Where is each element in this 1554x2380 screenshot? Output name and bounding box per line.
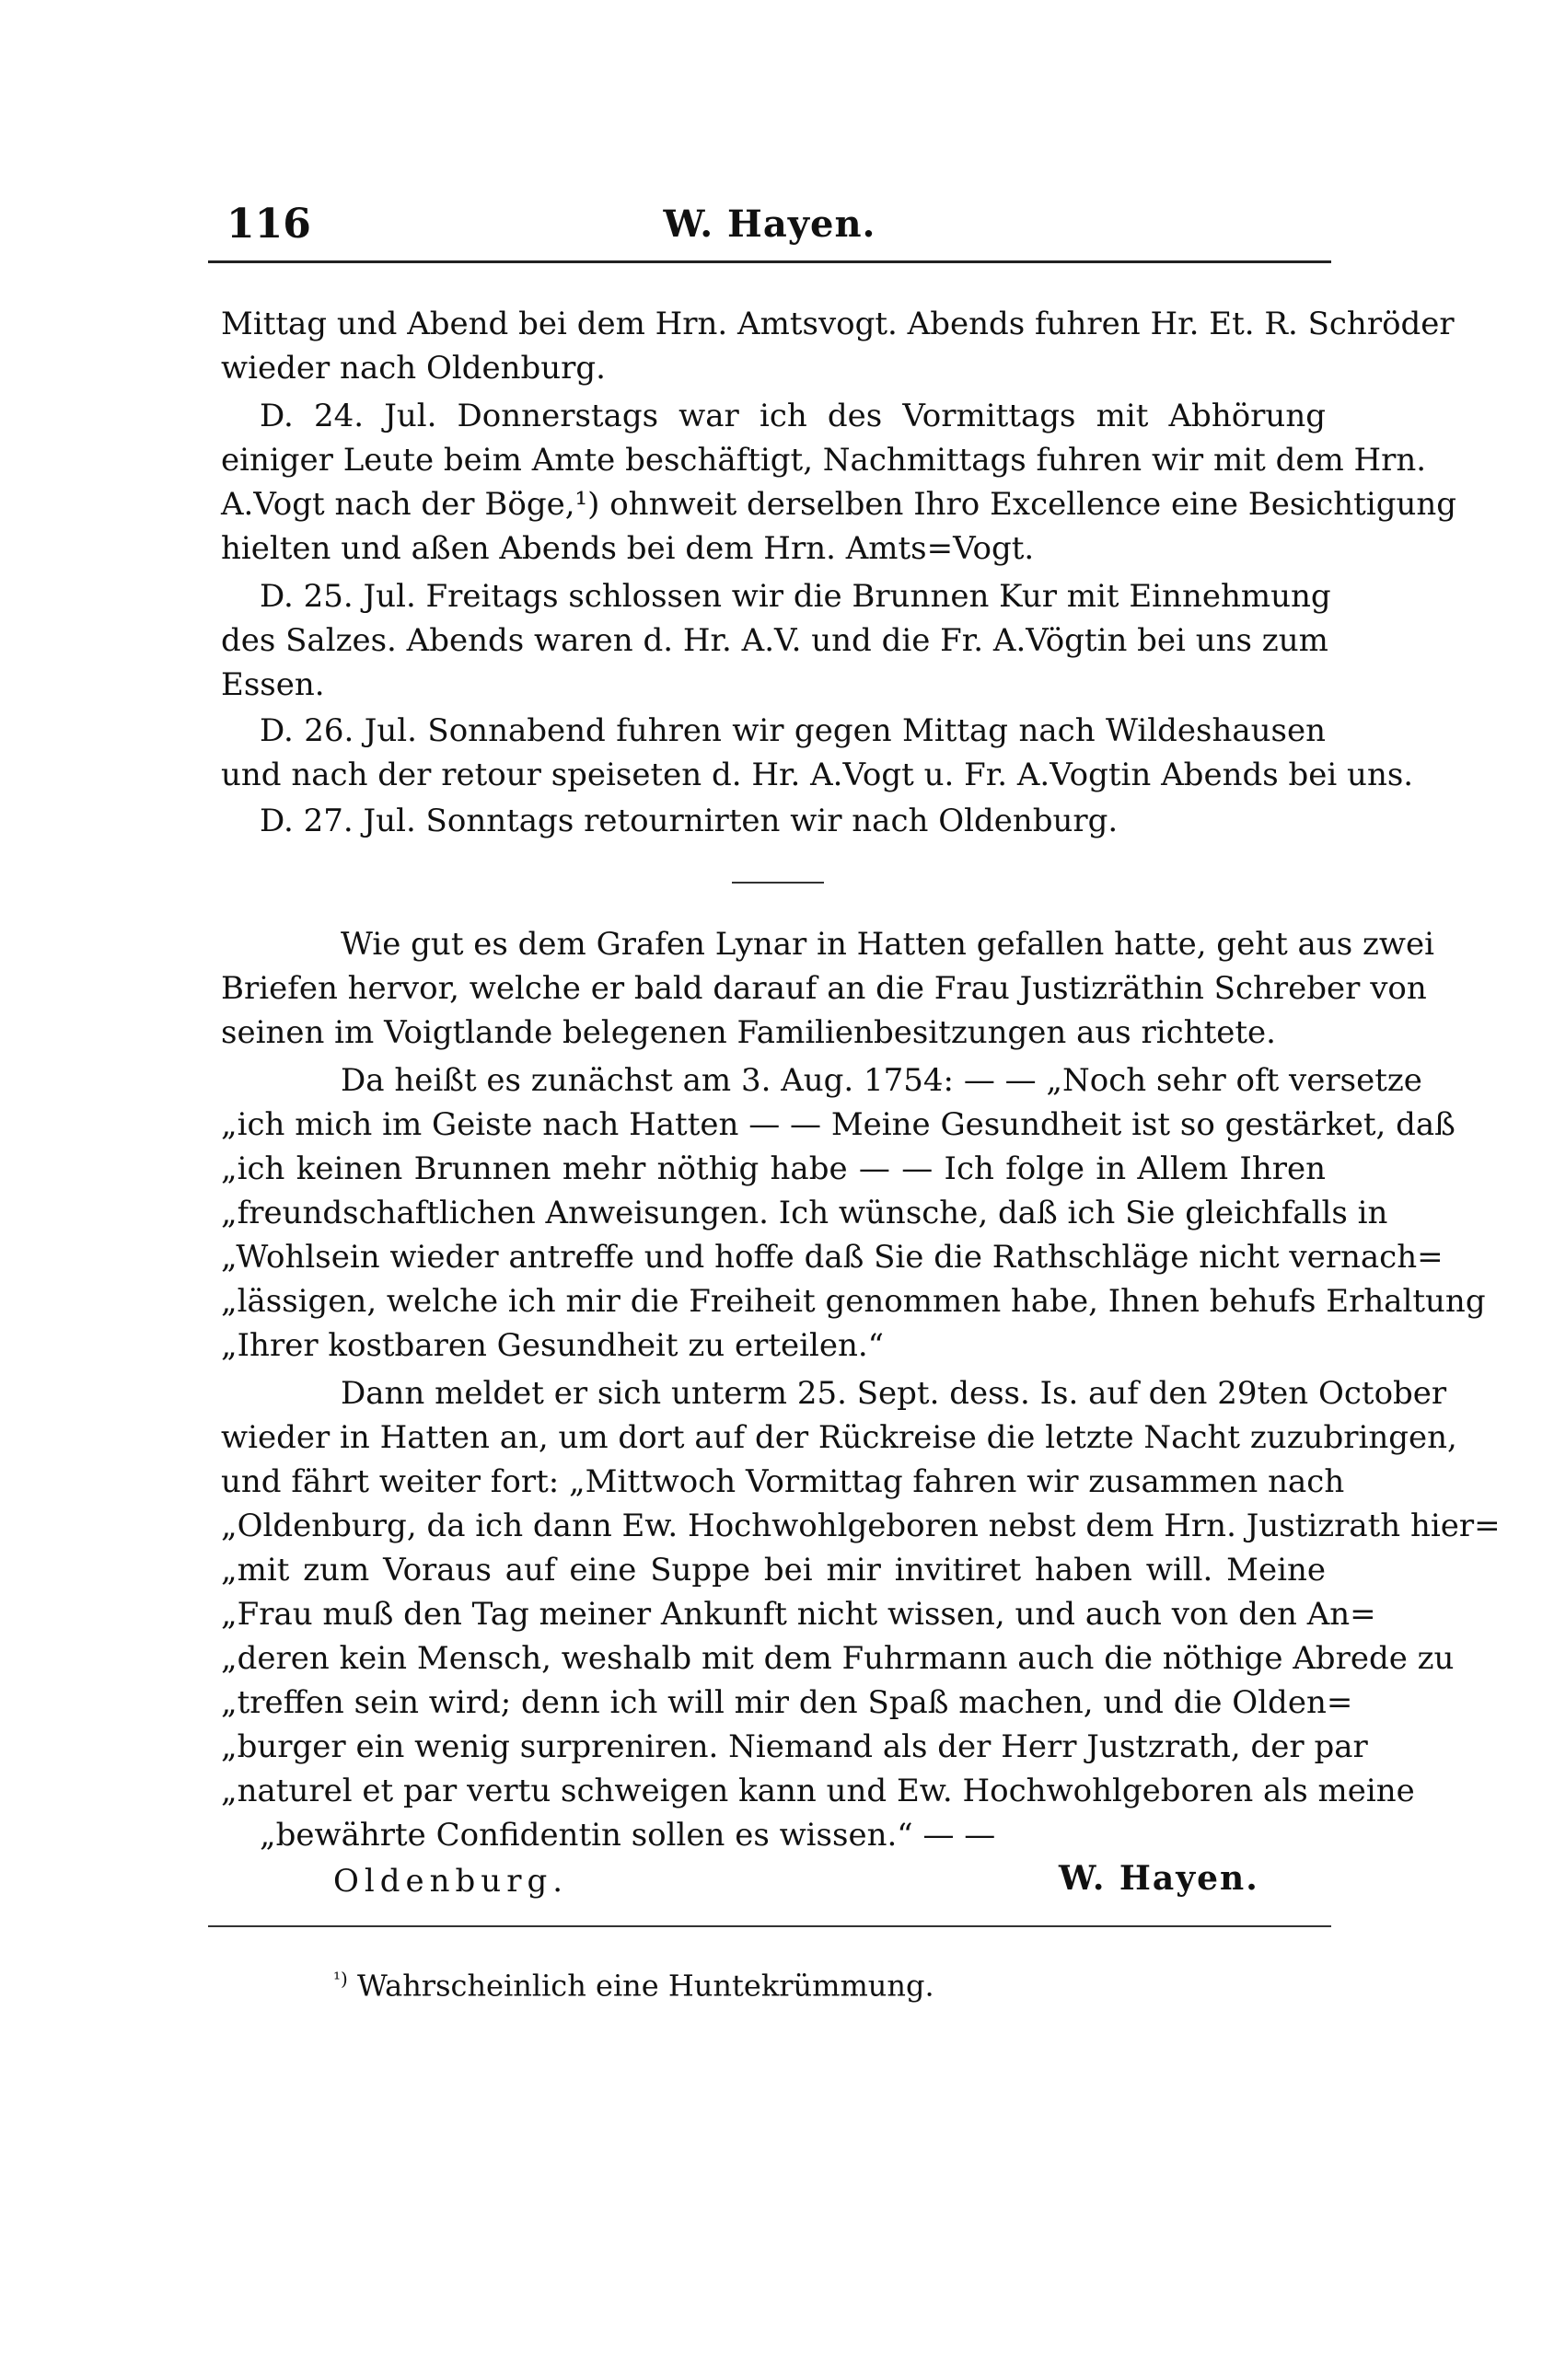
text-line: wieder nach Oldenburg. xyxy=(221,350,606,387)
text-line: des Salzes. Abends waren d. Hr. A.V. und die Fr. A.Vögtin bei uns zum xyxy=(221,622,1328,659)
text-line: „lässigen, welche ich mir die Freiheit genommen habe, Ihnen behufs Erhaltung xyxy=(221,1283,1486,1320)
text-line: „treffen sein wird; denn ich will mir den Spaß machen, und die Olden= xyxy=(221,1684,1353,1721)
text-line: „Frau muß den Tag meiner Ankunft nicht wissen, und auch von den An= xyxy=(221,1596,1376,1633)
text-line: „Wohlsein wieder antreffe und hoffe daß Sie die Rathschläge nicht vernach= xyxy=(221,1239,1444,1276)
text-line: Da heißt es zunächst am 3. Aug. 1754: — — „Noch sehr oft versetze xyxy=(341,1062,1422,1099)
section-divider xyxy=(732,882,824,884)
text-line: D. 24. Jul. Donnerstags war ich des Vormittags mit Abhörung xyxy=(260,398,1326,434)
text-line: Wie gut es dem Grafen Lynar in Hatten gefallen hatte, geht aus zwei xyxy=(341,926,1434,963)
text-line: wieder in Hatten an, um dort auf der Rückreise die letzte Nacht zuzubringen, xyxy=(221,1419,1457,1456)
page-header xyxy=(208,201,1331,252)
text-line: und nach der retour speiseten d. Hr. A.Vogt u. Fr. A.Vogtin Abends bei uns. xyxy=(221,757,1414,793)
signature-place: Oldenburg. xyxy=(333,1863,569,1900)
text-line: Mittag und Abend bei dem Hrn. Amtsvogt. Abends fuhren Hr. Et. R. Schröder xyxy=(221,306,1455,342)
text-line: „burger ein wenig surpreniren. Niemand als der Herr Justzrath, der par xyxy=(221,1728,1368,1765)
text-line: „freundschaftlichen Anweisungen. Ich wünsche, daß ich Sie gleichfalls in xyxy=(221,1195,1388,1231)
text-line: einiger Leute beim Amte beschäftigt, Nachmittags fuhren wir mit dem Hrn. xyxy=(221,442,1427,479)
footnote xyxy=(333,1968,934,2004)
running-head: W. Hayen. xyxy=(663,202,876,246)
text-line: „bewährte Confidentin sollen es wissen.“ — — xyxy=(260,1817,996,1854)
text-line: A.Vogt nach der Böge,¹) ohnweit derselben Ihro Excellence eine Besichtigung xyxy=(221,486,1457,523)
footnote-marker: ¹) xyxy=(333,1968,348,1990)
text-line: hielten und aßen Abends bei dem Hrn. Amts=Vogt. xyxy=(221,530,1035,567)
text-line: „mit zum Voraus auf eine Suppe bei mir invitiret haben will. Meine xyxy=(221,1552,1326,1589)
footnote-text: Wahrscheinlich eine Huntekrümmung. xyxy=(357,1968,934,2004)
text-line: D. 25. Jul. Freitags schlossen wir die Brunnen Kur mit Einnehmung xyxy=(260,578,1331,615)
page-number: 116 xyxy=(226,201,311,248)
text-line: D. 26. Jul. Sonnabend fuhren wir gegen Mittag nach Wildeshausen xyxy=(260,712,1326,749)
text-line: und fährt weiter fort: „Mittwoch Vormittag fahren wir zusammen nach xyxy=(221,1463,1345,1500)
text-line: „ich mich im Geiste nach Hatten — — Meine Gesundheit ist so gestärket, daß xyxy=(221,1106,1455,1143)
header-rule xyxy=(208,260,1331,263)
text-line: Dann meldet er sich unterm 25. Sept. dess. Is. auf den 29ten October xyxy=(341,1375,1447,1412)
text-line: Briefen hervor, welche er bald darauf an die Frau Justizräthin Schreber von xyxy=(221,970,1427,1007)
text-line: „ich keinen Brunnen mehr nöthig habe — — Ich folge in Allem Ihren xyxy=(221,1150,1326,1187)
text-line: „deren kein Mensch, weshalb mit dem Fuhrmann auch die nöthige Abrede zu xyxy=(221,1640,1455,1677)
text-line: seinen im Voigtlande belegenen Familienbesitzungen aus richtete. xyxy=(221,1014,1276,1051)
text-line: „Ihrer kostbaren Gesundheit zu erteilen.“ xyxy=(221,1327,885,1364)
text-line: D. 27. Jul. Sonntags retournirten wir nach Oldenburg. xyxy=(260,803,1119,839)
signature-author: W. Hayen. xyxy=(1059,1859,1259,1898)
text-line: „Oldenburg, da ich dann Ew. Hochwohlgeboren nebst dem Hrn. Justizrath hier= xyxy=(221,1508,1501,1544)
footnote-rule xyxy=(208,1925,1331,1927)
text-line: Essen. xyxy=(221,666,325,703)
text-line: „naturel et par vertu schweigen kann und Ew. Hochwohlgeboren als meine xyxy=(221,1773,1415,1809)
